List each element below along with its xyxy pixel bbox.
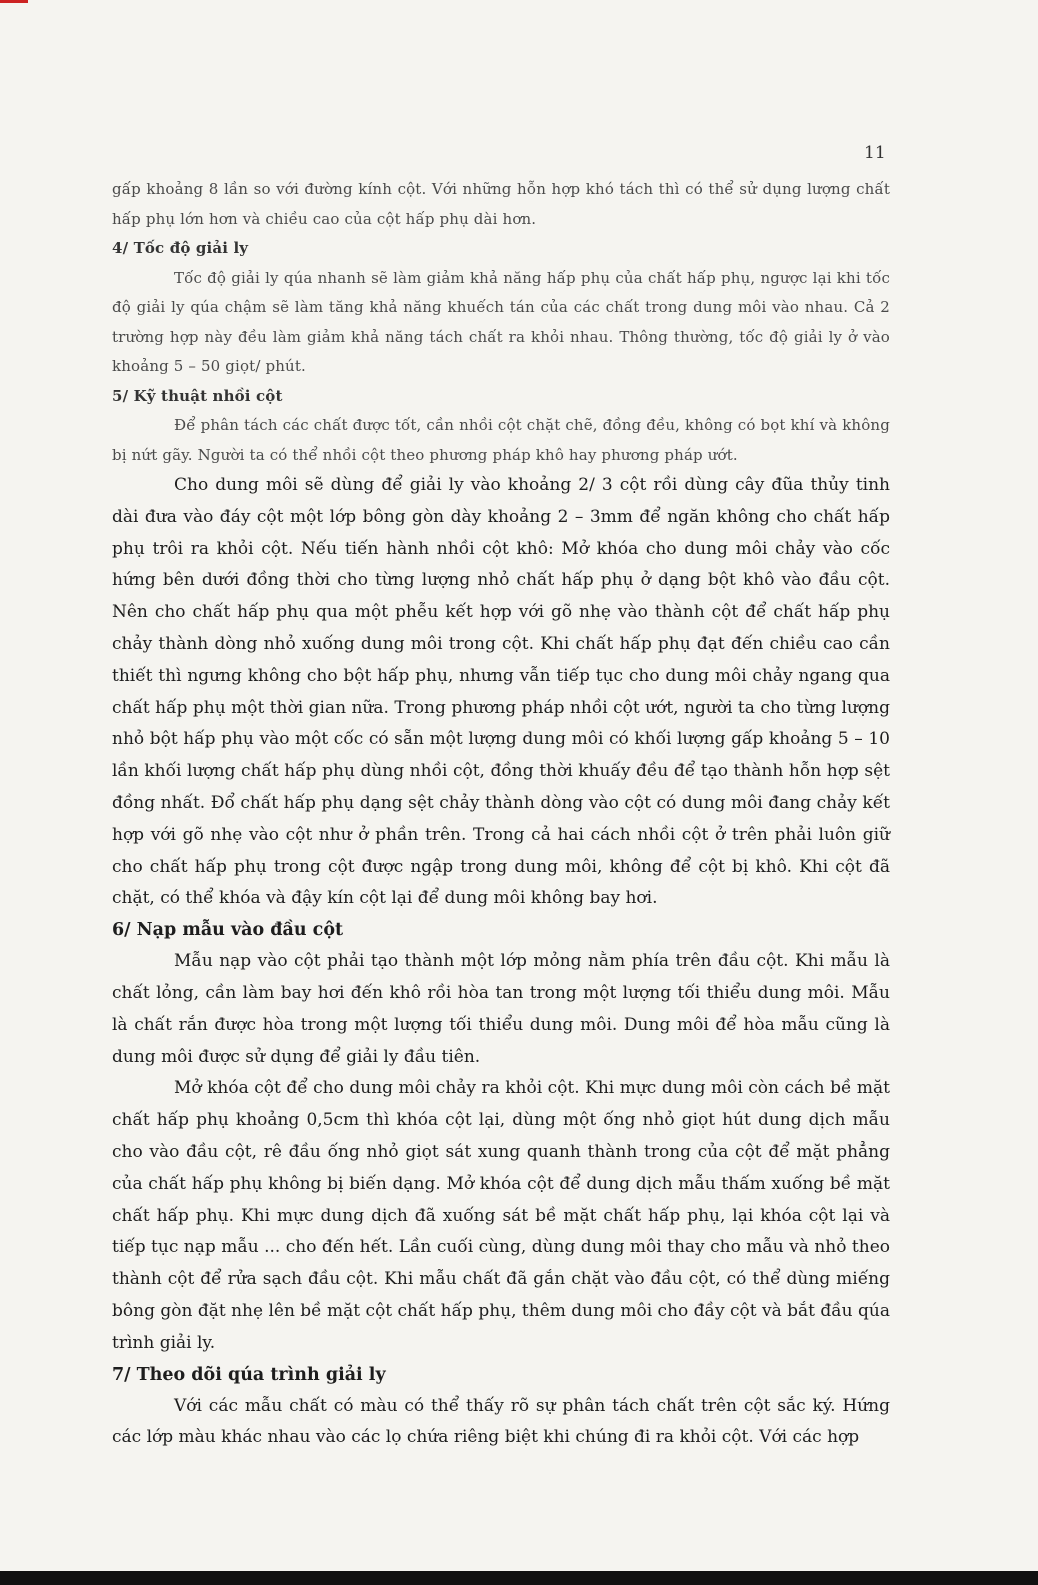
paragraph-packing-procedure: Cho dung môi sẽ dùng để giải ly vào khoảng 2/ 3 cột rồi dùng cây đũa thủy tinh dài đưa vào đáy cột một lớp bông gòn dày khoảng 2 – 3mm để ngăn không cho chất hấp phụ trôi ra khỏi cột. Nếu tiến hành nhồi cột khô: Mở khóa cho dung môi chảy vào cốc hứng bên dưới đồng thời cho từng lượng nhỏ chất hấp phụ ở dạng bột khô vào đầu cột. Nên cho chất hấp phụ qua một phễu kết hợp với gõ nhẹ vào thành cột để chất hấp phụ chảy thành dòng nhỏ xuống dung môi trong cột. Khi chất hấp phụ đạt đến chiều cao cần thiết thì ngưng không cho bột hấp phụ, nhưng vẫn tiếp tục cho dung môi chảy ngang qua chất hấp phụ một thời gian nữa. Trong phương pháp nhồi cột ướt, người ta cho từng lượng nhỏ bột hấp phụ vào một cốc có sẵn một lượng dung môi có khối lượng gấp khoảng 5 – 10 lần khối lượng chất hấp phụ dùng nhồi cột, đồng thời khuấy đều để tạo thành hỗn hợp sệt đồng nhất. Đổ chất hấp phụ dạng sệt chảy thành dòng vào cột có dung môi đang chảy kết hợp với gõ nhẹ vào cột như ở phần trên. Trong cả hai cách nhồi cột ở trên phải luôn giữ cho chất hấp phụ trong cột được ngập trong dung môi, không để cột bị khô. Khi cột đã chặt, có thể khóa và đậy kín cột lại để dung môi không bay hơi. [112, 475, 890, 909]
heading-sample-loading: 6/ Nạp mẫu vào đầu cột [112, 920, 344, 941]
scan-bottom-edge [0, 1571, 1038, 1585]
heading-elution-rate: 4/ Tốc độ giải ly [112, 239, 249, 257]
paragraph-elution-rate: Tốc độ giải ly qúa nhanh sẽ làm giảm khả năng hấp phụ của chất hấp phụ, ngược lại khi tốc độ giải ly qúa chậm sẽ làm tăng khả năng khuếch tán của các chất trong dung môi vào nhau. Cả 2 trường hợp này đều làm giảm khả năng tách chất ra khỏi nhau. Thông thường, tốc độ giải ly ở vào khoảng 5 – 50 giọt/ phút. [112, 268, 890, 375]
paragraph-packing-intro: Để phân tách các chất được tốt, cần nhồi cột chặt chẽ, đồng đều, không có bọt khí và không bị nứt gãy. Người ta có thể nhồi cột theo phương pháp khô hay phương pháp ướt. [112, 416, 890, 464]
paragraph-sample-loading-procedure: Mở khóa cột để cho dung môi chảy ra khỏi cột. Khi mực dung môi còn cách bề mặt chất hấp phụ khoảng 0,5cm thì khóa cột lại, dùng một ống nhỏ giọt hút dung dịch mẫu cho vào đầu cột, rê đầu ống nhỏ giọt sát xung quanh thành trong của cột để mặt phẳng của chất hấp phụ không bị biến dạng. Mở khóa cột để dung dịch mẫu thấm xuống bề mặt chất hấp phụ. Khi mực dung dịch đã xuống sát bề mặt chất hấp phụ, lại khóa cột lại và tiếp tục nạp mẫu ... cho đến hết. Lần cuối cùng, dùng dung môi thay cho mẫu và nhỏ theo thành cột để rửa sạch đầu cột. Khi mẫu chất đã gắn chặt vào đầu cột, có thể dùng miếng bông gòn đặt nhẹ lên bề mặt cột chất hấp phụ, thêm dung môi cho đầy cột và bắt đầu qúa trình giải ly. [112, 1078, 890, 1353]
page-body [112, 175, 890, 1454]
scan-corner-mark [0, 0, 28, 3]
heading-elution-monitoring: 7/ Theo dõi qúa trình giải ly [112, 1364, 386, 1385]
heading-column-packing: 5/ Kỹ thuật nhồi cột [112, 386, 283, 405]
paragraph-elution-monitoring: Với các mẫu chất có màu có thể thấy rõ sự phân tách chất trên cột sắc ký. Hứng các lớp màu khác nhau vào các lọ chứa riêng biệt khi chúng đi ra khỏi cột. Với các hợp [112, 1395, 890, 1448]
page-number: 11 [864, 143, 886, 163]
paragraph-sample-preparation: Mẫu nạp vào cột phải tạo thành một lớp mỏng nằm phía trên đầu cột. Khi mẫu là chất lỏng, cần làm bay hơi đến khô rồi hòa tan trong một lượng tối thiểu dung môi. Mẫu là chất rắn được hòa trong một lượng tối thiểu dung môi. Dung môi để hòa mẫu cũng là dung môi được sử dụng để giải ly đầu tiên. [112, 951, 890, 1067]
paragraph-column-length: gấp khoảng 8 lần so với đường kính cột. Với những hỗn hợp khó tách thì có thể sử dụng lượng chất hấp phụ lớn hơn và chiều cao của cột hấp phụ dài hơn. [112, 180, 890, 228]
